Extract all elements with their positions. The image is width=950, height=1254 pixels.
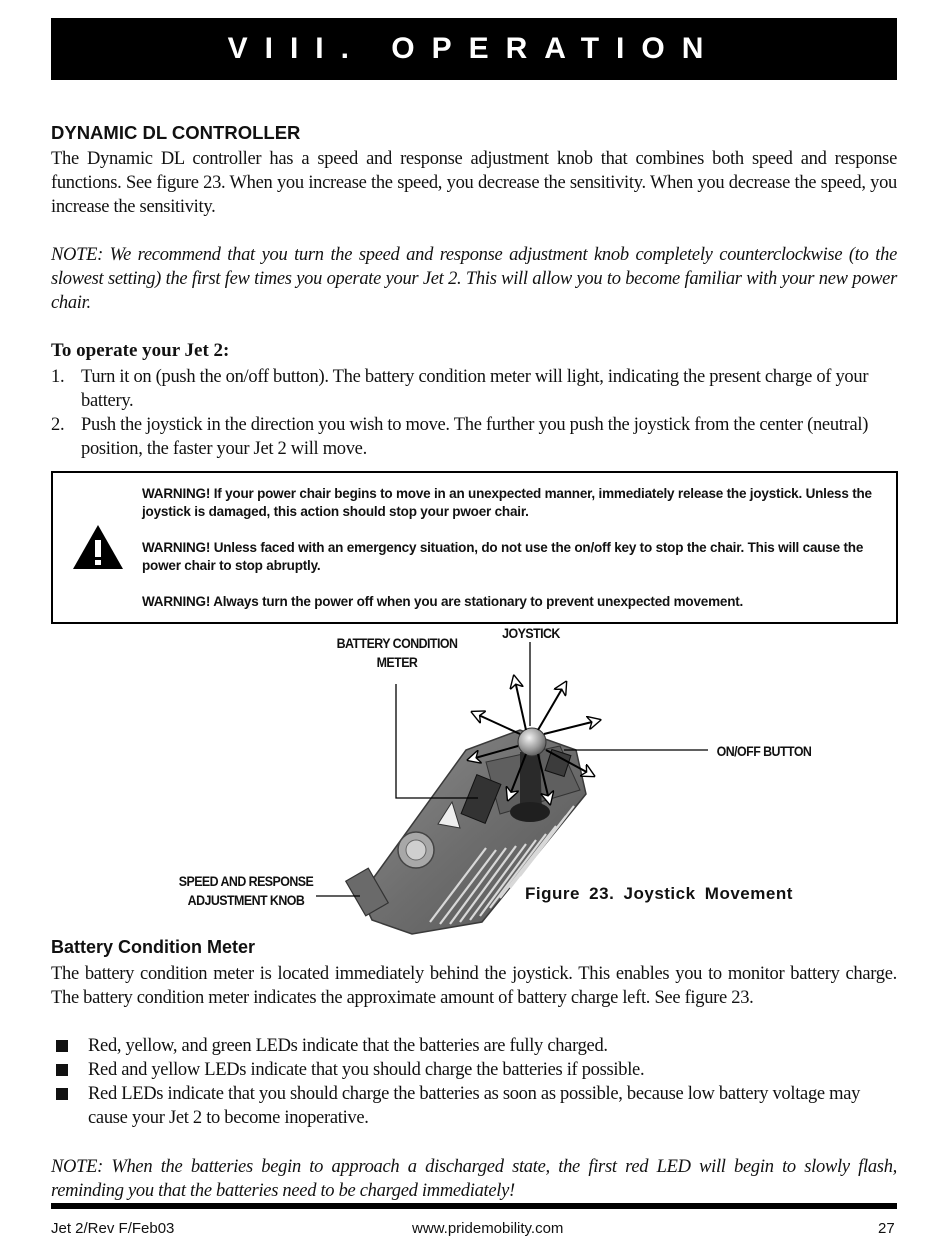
warning-2: WARNING! Unless faced with an emergency situation, do not use the on/off key to stop the chair. This will cause the power chair to stop abruptly.: [142, 540, 864, 573]
dynamic-note: NOTE: We recommend that you turn the speed and response adjustment knob completely counterclockwise (to the slowest setting) the first few times you operate your Jet 2. This will allow you to become familiar with your new power chair.: [51, 245, 897, 313]
joystick-label: JOYSTICK: [502, 626, 560, 641]
footer-doc-id: Jet 2/Rev F/Feb03: [51, 1220, 175, 1237]
bullet-text: Red, yellow, and green LEDs indicate that the batteries are fully charged.: [88, 1036, 608, 1056]
step-item: [51, 413, 897, 461]
footer-rule: [51, 1203, 897, 1209]
battery-body: The battery condition meter is located immediately behind the joystick. This enables you to monitor battery charge. The battery condition meter indicates the approximate amount of battery charge left. See figure 23.: [51, 964, 897, 1008]
step-item: [51, 365, 897, 413]
step-number: 2.: [51, 415, 65, 435]
warning-3: WARNING! Always turn the power off when you are stationary to prevent unexpected movement.: [142, 594, 744, 609]
knob-label: [172, 872, 319, 910]
page-number: 27: [878, 1220, 895, 1237]
bullet-item: [51, 1058, 897, 1082]
knob-label-line: ADJUSTMENT KNOB: [187, 893, 305, 908]
battery-note: NOTE: When the batteries begin to approach a discharged state, the first red LED will begin to slowly flash, reminding you that the batteries need to be charged immediately!: [51, 1157, 897, 1201]
bullet-item: [51, 1082, 897, 1130]
bullet-text: Red and yellow LEDs indicate that you should charge the batteries if possible.: [88, 1060, 645, 1080]
section-title: VIII. OPERATION: [227, 32, 721, 65]
joystick-figure: [0, 622, 950, 942]
dynamic-body: The Dynamic DL controller has a speed and response adjustment knob that combines both speed and response functions. See figure 23. When you increase the speed, you decrease the sensitivity. When you decrease the speed, you increase the sensitivity.: [51, 149, 897, 217]
step-number: 1.: [51, 367, 65, 387]
section-banner: [51, 18, 897, 80]
battery-heading: Battery Condition Meter: [51, 937, 256, 957]
warning-box: [51, 471, 898, 624]
knob-label-line: SPEED AND RESPONSE: [178, 874, 314, 889]
operate-steps: [51, 365, 897, 461]
bullet-square-icon: [56, 1040, 68, 1052]
battery-meter-label-line: METER: [376, 655, 418, 670]
battery-bullets: [51, 1034, 897, 1130]
warning-1: WARNING! If your power chair begins to move in an unexpected manner, immediately release the joystick. Unless the joystick is damaged, this action should stop your pwoer chair.: [142, 486, 872, 519]
onoff-label: ON/OFF BUTTON: [716, 744, 812, 759]
warning-triangle-icon: [71, 523, 125, 576]
controller-illustration: [0, 622, 950, 942]
warning-text: [142, 485, 882, 629]
figure-caption: Figure 23. Joystick Movement: [525, 884, 793, 903]
bullet-text: Red LEDs indicate that you should charge the batteries as soon as possible, because low battery voltage may cause your Jet 2 to become inoperative.: [88, 1084, 861, 1128]
step-text: Turn it on (push the on/off button). The battery condition meter will light, indicating the present charge of your battery.: [81, 367, 869, 411]
step-text: Push the joystick in the direction you wish to move. The further you push the joystick from the center (neutral) position, the faster your Jet 2 will move.: [81, 415, 869, 459]
battery-meter-label: [328, 634, 466, 672]
bullet-item: [51, 1034, 897, 1058]
bullet-square-icon: [56, 1064, 68, 1076]
dynamic-heading: DYNAMIC DL CONTROLLER: [51, 122, 301, 143]
footer-website: www.pridemobility.com: [412, 1220, 564, 1237]
battery-meter-label-line: BATTERY CONDITION: [336, 636, 458, 651]
operate-heading: To operate your Jet 2:: [51, 340, 230, 361]
bullet-square-icon: [56, 1088, 68, 1100]
